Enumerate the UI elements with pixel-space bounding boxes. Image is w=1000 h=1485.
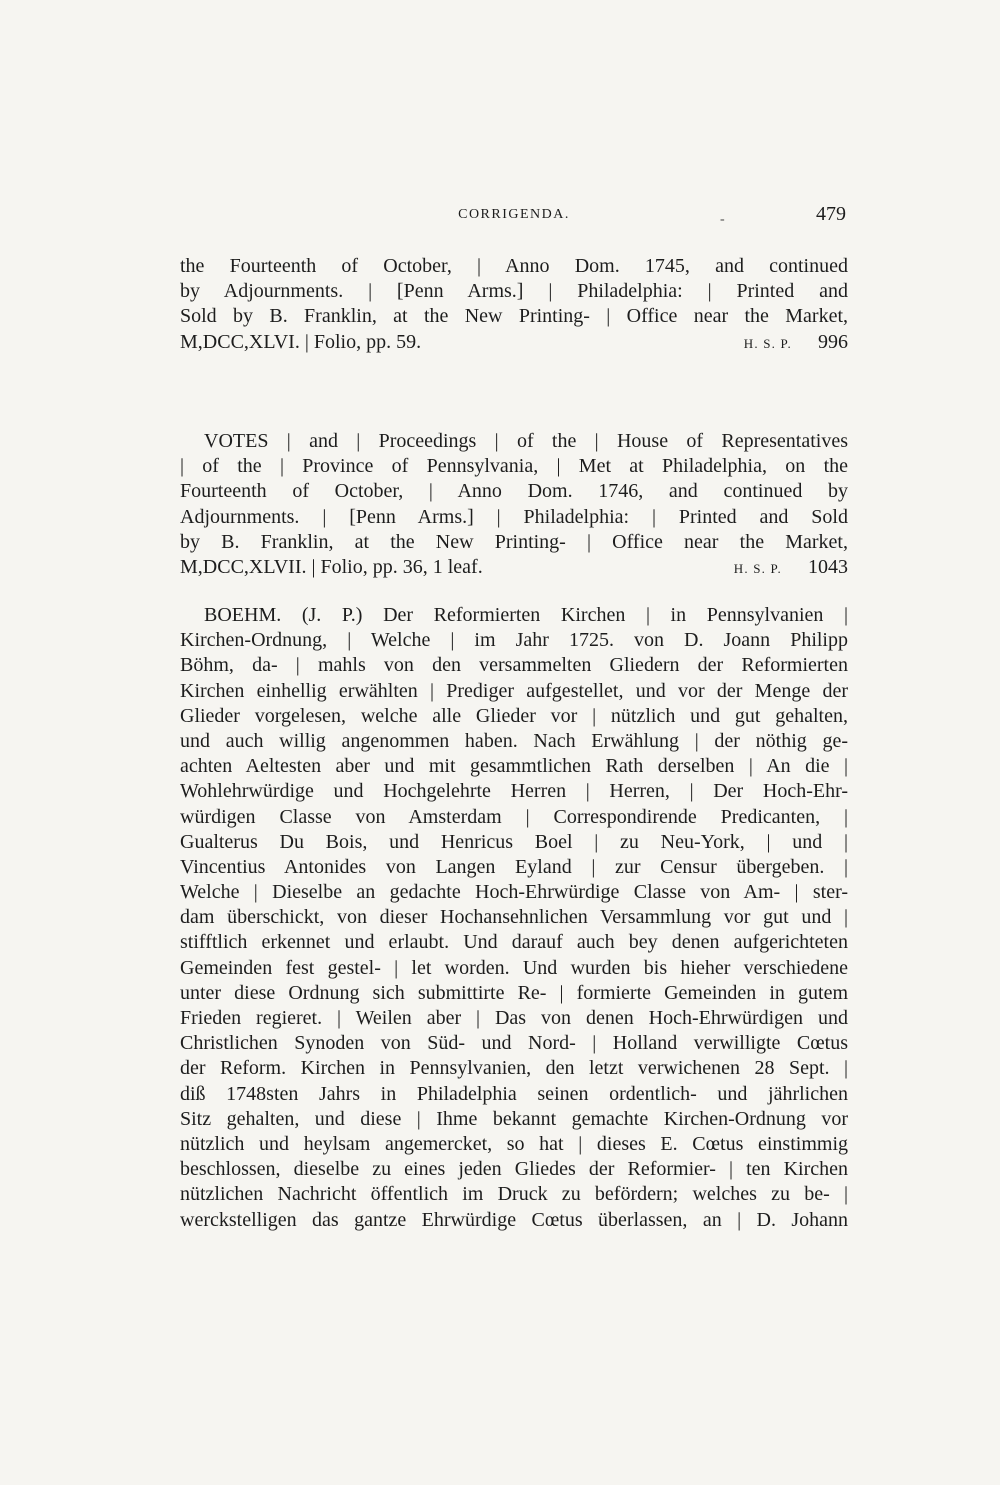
entry-line: Sold by B. Franklin, at the New Printing- | Office near the Market,: [180, 305, 848, 328]
entry-line: Fourteenth of October, | Anno Dom. 1746, and continued by: [180, 480, 848, 503]
document-page: [180, 0, 848, 1485]
margin-mark: -: [720, 212, 725, 227]
entry-line: stifftlich erkennet und erlaubt. Und darauf auch bey denen aufgerichteten: [180, 931, 848, 954]
entry-line: | of the | Province of Pennsylvania, | Met at Philadelphia, on the: [180, 455, 848, 478]
entry-line-with-reference: [180, 330, 848, 355]
entry-line: unter diese Ordnung sich submittirte Re- | formierte Gemeinden in gutem: [180, 981, 848, 1004]
entry-line: Sitz gehalten, und diese | Ihme bekannt gemachte Kirchen-Ordnung vor: [180, 1107, 848, 1130]
library-reference: [734, 555, 848, 581]
entry-line: achten Aeltesten aber und mit gesammtlichen Rath derselben | An die |: [180, 755, 848, 778]
entry-line: Kirchen einhellig erwählten | Prediger aufgestellet, und vor der Menge der: [180, 679, 848, 702]
entry-line: Gualterus Du Bois, und Henricus Boel | zu Neu-York, | und |: [180, 830, 848, 853]
page-header: [180, 203, 848, 227]
entry-line: Kirchen-Ordnung, | Welche | im Jahr 1725. von D. Joann Philipp: [180, 629, 848, 652]
entry-line: Welche | Dieselbe an gedachte Hoch-Ehrwürdige Classe von Am- | ster-: [180, 881, 848, 904]
entry-number: 996: [818, 330, 848, 353]
entry-line: Adjournments. | [Penn Arms.] | Philadelphia: | Printed and Sold: [180, 505, 848, 528]
entry-line: beschlossen, dieselbe zu eines jeden Gliedes der Reformier- | ten Kirchen: [180, 1158, 848, 1181]
running-head: CORRIGENDA.: [458, 207, 570, 222]
library-code: H. S. P.: [733, 560, 782, 576]
entry-line: BOEHM. (J. P.) Der Reformierten Kirchen | in Pennsylvanien |: [204, 604, 848, 626]
entry-number: 1043: [808, 555, 848, 578]
library-code: H. S. P.: [743, 335, 792, 351]
entry-line: M,DCC,XLVII. | Folio, pp. 36, 1 leaf.: [180, 555, 483, 578]
entry-line: Glieder vorgelesen, welche alle Glieder vor | nützlich und gut gehalten,: [180, 704, 848, 727]
entry-line-with-reference: [180, 555, 848, 580]
entry-line: by B. Franklin, at the New Printing- | Office near the Market,: [180, 530, 848, 553]
entry-line: Christlichen Synoden von Süd- und Nord- | Holland verwilligte Cœtus: [180, 1032, 848, 1055]
bibliography-entry-boehm: [180, 603, 848, 1233]
page-number: 479: [816, 203, 846, 225]
entry-line: werckstelligen das gantze Ehrwürdige Cœtus überlassen, an | D. Johann: [180, 1208, 848, 1231]
entry-line: würdigen Classe von Amsterdam | Correspondirende Predicanten, |: [180, 805, 848, 828]
bibliography-entry-votes-1745: [180, 254, 848, 355]
entry-line: der Reform. Kirchen in Pennsylvanien, den letzt verwichenen 28 Sept. |: [180, 1057, 848, 1080]
entry-line: Frieden regieret. | Weilen aber | Das von denen Hoch-Ehrwürdigen und: [180, 1007, 848, 1029]
entry-line: Gemeinden fest gestel- | let worden. Und wurden bis hieher verschiedene: [180, 956, 848, 979]
entry-line: by Adjournments. | [Penn Arms.] | Philadelphia: | Printed and: [180, 280, 848, 303]
entry-line: Wohlehrwürdige und Hochgelehrte Herren | Herren, | Der Hoch-Ehr-: [180, 780, 848, 803]
bibliography-entry-votes-1746: [180, 429, 848, 580]
entry-line: und auch willig angenommen haben. Nach Erwählung | der nöthig ge-: [180, 729, 848, 752]
entry-line: VOTES | and | Proceedings | of the | House of Representatives: [204, 430, 848, 452]
library-reference: [744, 330, 848, 356]
entry-line: nützlich und heylsam angemercket, so hat | dieses E. Cœtus einstimmig: [180, 1132, 848, 1155]
entry-line: M,DCC,XLVI. | Folio, pp. 59.: [180, 330, 422, 353]
entry-line: diß 1748sten Jahrs in Philadelphia seinen ordentlich- und jährlichen: [180, 1082, 848, 1105]
entry-line: dam überschickt, von dieser Hochansehnlichen Versammlung vor gut und |: [180, 906, 848, 929]
entry-line: Vincentius Antonides von Langen Eyland | zur Censur übergeben. |: [180, 855, 848, 878]
entry-line: Böhm, da- | mahls von den versammelten Gliedern der Reformierten: [180, 654, 848, 677]
entry-line: the Fourteenth of October, | Anno Dom. 1745, and continued: [180, 255, 848, 277]
entry-line: nützlichen Nachricht öffentlich im Druck zu befördern; welches zu be- |: [180, 1183, 848, 1206]
